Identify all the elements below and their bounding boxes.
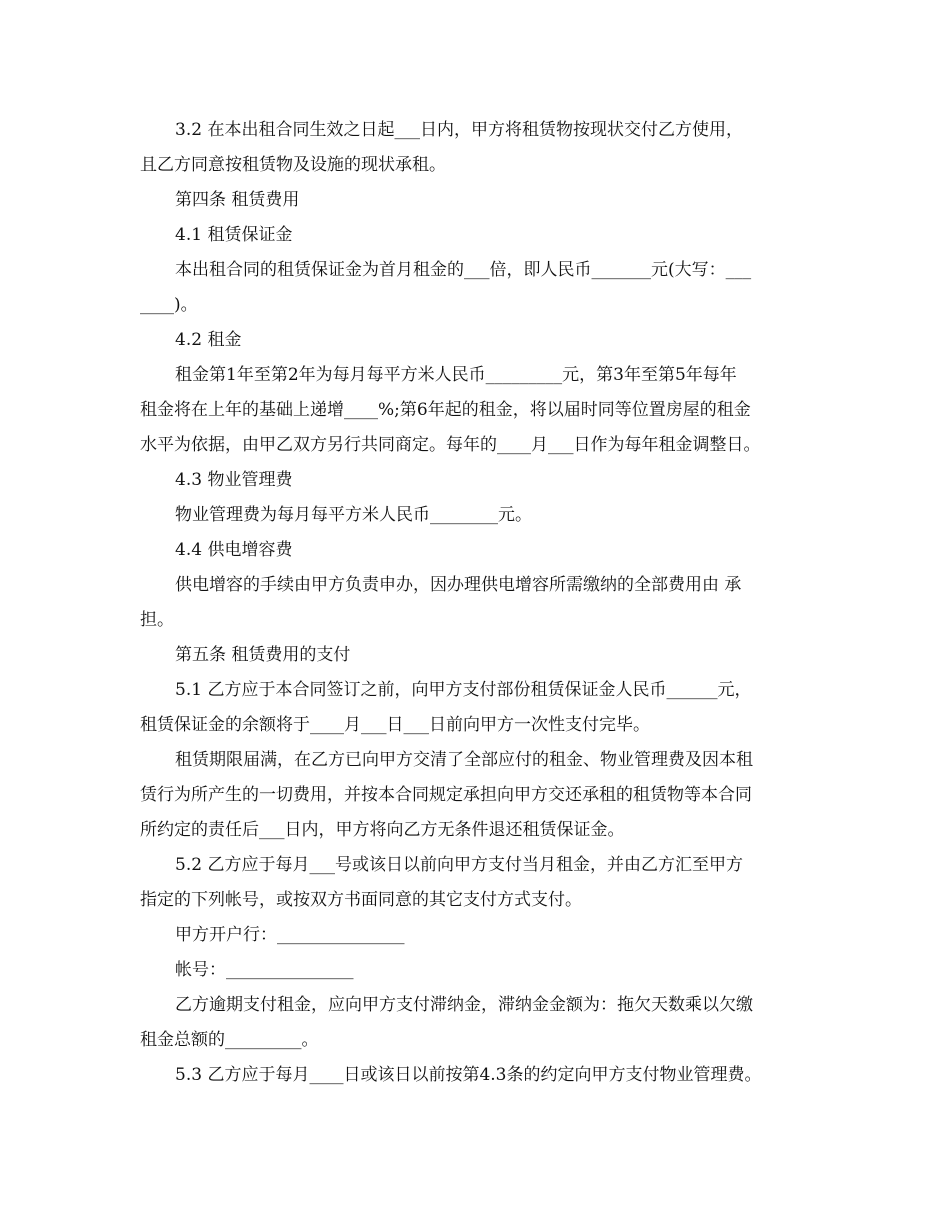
clause-4-4-line-1: 供电增容的手续由甲方负责申办，因办理供电增容所需缴纳的全部费用由 承 [175, 575, 742, 595]
clause-5-3-line-1: 5.3 乙方应于每月____日或该日以前按第4.3条的约定向甲方支付物业管理费。 [175, 1065, 762, 1085]
clause-4-4-heading: 4.4 供电增容费 [175, 540, 293, 560]
article-5-heading: 第五条 租赁费用的支付 [175, 645, 351, 665]
clause-5-1-line-1: 5.1 乙方应于本合同签订之前，向甲方支付部份租赁保证金人民币______元， [175, 680, 752, 700]
clause-4-1-line-2: ____)。 [140, 295, 198, 315]
late-fee-line-1: 乙方逾期支付租金，应向甲方支付滞纳金，滞纳金金额为：拖欠天数乘以欠缴 [175, 995, 753, 1015]
clause-4-1-heading: 4.1 租赁保证金 [175, 225, 293, 245]
clause-4-3-heading: 4.3 物业管理费 [175, 470, 293, 490]
clause-5-2-line-1: 5.2 乙方应于每月___号或该日以前向甲方支付当月租金，并由乙方汇至甲方 [175, 855, 743, 875]
deposit-refund-line-2: 赁行为所产生的一切费用，并按本合同规定承担向甲方交还承租的租赁物等本合同 [140, 785, 752, 805]
article-4-heading: 第四条 租赁费用 [175, 190, 300, 210]
clause-4-3-line-1: 物业管理费为每月每平方米人民币________元。 [175, 505, 532, 525]
bank-name-line: 甲方开户行：_______________ [175, 925, 405, 945]
clause-3-2-line-2: 且乙方同意按租赁物及设施的现状承租。 [140, 155, 446, 175]
deposit-refund-line-3: 所约定的责任后___日内，甲方将向乙方无条件退还租赁保证金。 [140, 820, 625, 840]
clause-4-2-line-3: 水平为依据，由甲乙双方另行共同商定。每年的____月___日作为每年租金调整日。 [140, 435, 761, 455]
account-number-line: 帐号：_______________ [175, 960, 354, 980]
clause-4-2-line-2: 租金将在上年的基础上递增____%;第6年起的租金，将以届时同等位置房屋的租金 [140, 400, 751, 420]
late-fee-line-2: 租金总额的_________。 [140, 1030, 319, 1050]
clause-4-4-line-2: 担。 [140, 610, 174, 630]
clause-4-1-line-1: 本出租合同的租赁保证金为首月租金的___倍，即人民币_______元(大写：___ [175, 260, 752, 280]
clause-5-1-line-2: 租赁保证金的余额将于____月___日___日前向甲方一次性支付完毕。 [140, 715, 650, 735]
clause-5-2-line-2: 指定的下列帐号，或按双方书面同意的其它支付方式支付。 [140, 890, 582, 910]
clause-4-2-heading: 4.2 租金 [175, 330, 242, 350]
deposit-refund-line-1: 租赁期限届满，在乙方已向甲方交清了全部应付的租金、物业管理费及因本租 [175, 750, 753, 770]
clause-3-2-line-1: 3.2 在本出租合同生效之日起___日内，甲方将租赁物按现状交付乙方使用， [175, 120, 743, 140]
clause-4-2-line-1: 租金第1年至第2年为每月每平方米人民币_________元，第3年至第5年每年 [175, 365, 737, 385]
